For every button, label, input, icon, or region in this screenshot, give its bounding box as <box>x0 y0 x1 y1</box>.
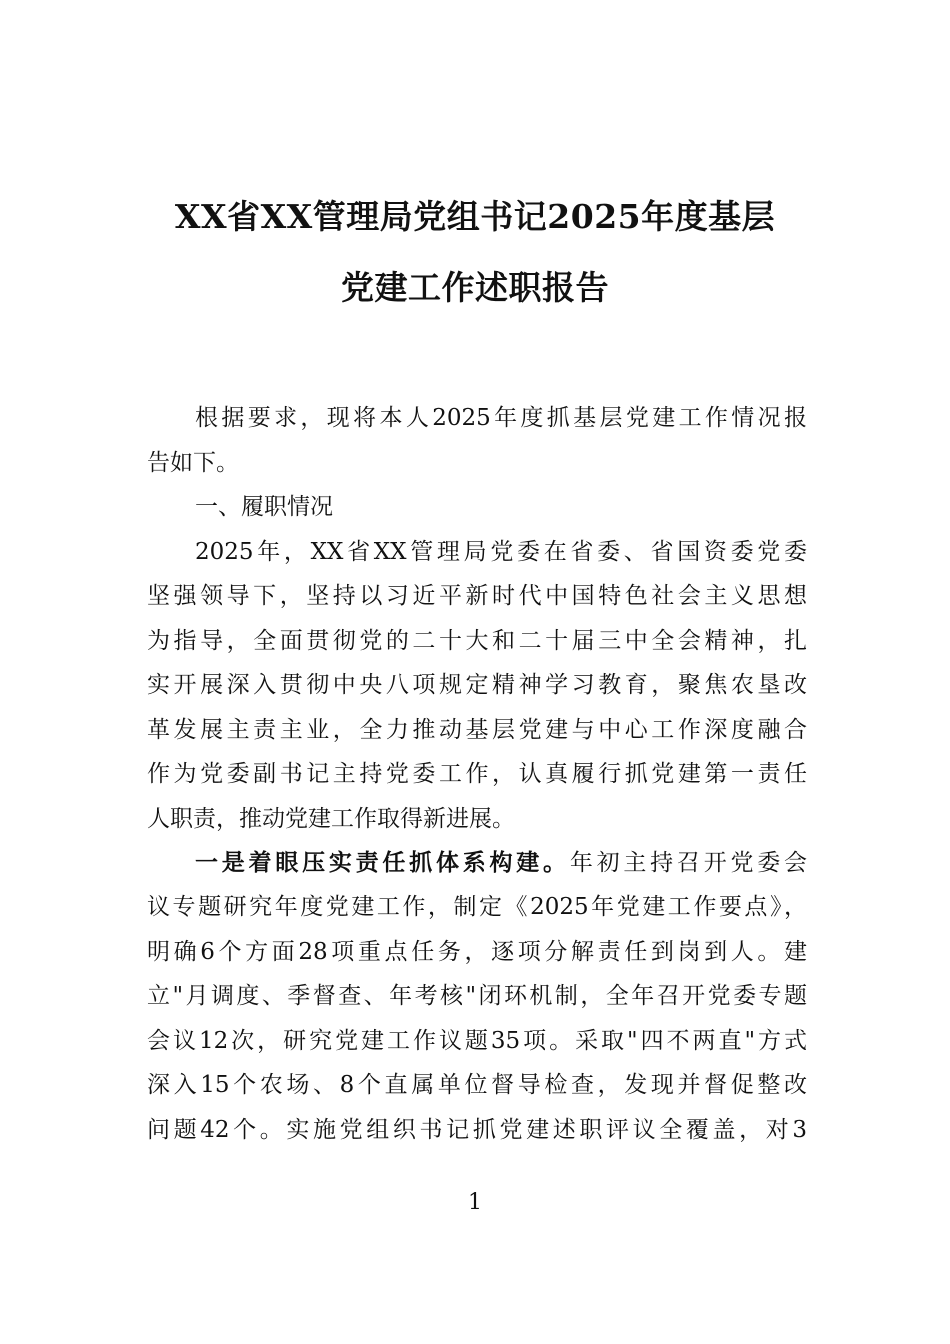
document-title-line-1: XX省XX管理局党组书记2025年度基层 <box>174 197 776 236</box>
para1-line-3: 为指导，全面贯彻党的二十大和二十届三中全会精神，扎 <box>147 628 807 654</box>
document-title-line-2: 党建工作述职报告 <box>341 268 609 307</box>
para2-lead: 一是着眼压实责任抓体系构建。 <box>195 850 570 876</box>
page-number: 1 <box>468 1190 482 1215</box>
para2-line-5: 会议12次，研究党建工作议题35项。采取"四不两直"方式 <box>147 1028 807 1054</box>
para1-line-4: 实开展深入贯彻中央八项规定精神学习教育，聚焦农垦改 <box>147 672 807 698</box>
para2-line-1-rest: 年初主持召开党委会 <box>569 850 808 876</box>
para2-line-4: 立"月调度、季督查、年考核"闭环机制，全年召开党委专题 <box>147 983 807 1009</box>
para2-line-6: 深入15个农场、8个直属单位督导检查，发现并督促整改 <box>147 1072 807 1098</box>
section-1-heading: 一、履职情况 <box>195 494 333 520</box>
para2-line-3: 明确6个方面28项重点任务，逐项分解责任到岗到人。建 <box>147 939 807 965</box>
intro-line-2: 告如下。 <box>147 450 239 476</box>
para1-line-1: 2025年，XX省XX管理局党委在省委、省国资委党委 <box>195 539 807 565</box>
para1-line-7: 人职责，推动党建工作取得新进展。 <box>147 806 515 832</box>
para2-line-1 <box>195 843 807 883</box>
para1-line-6: 作为党委副书记主持党委工作，认真履行抓党建第一责任 <box>147 761 807 787</box>
para1-line-5: 革发展主责主业，全力推动基层党建与中心工作深度融合 <box>147 717 807 743</box>
para1-line-2: 坚强领导下，坚持以习近平新时代中国特色社会主义思想 <box>147 583 807 609</box>
intro-line-1: 根据要求，现将本人2025年度抓基层党建工作情况报 <box>195 405 807 431</box>
para2-line-2: 议专题研究年度党建工作，制定《2025年党建工作要点》， <box>147 894 807 920</box>
para2-line-7: 问题42个。实施党组织书记抓党建述职评议全覆盖，对3 <box>147 1117 807 1143</box>
